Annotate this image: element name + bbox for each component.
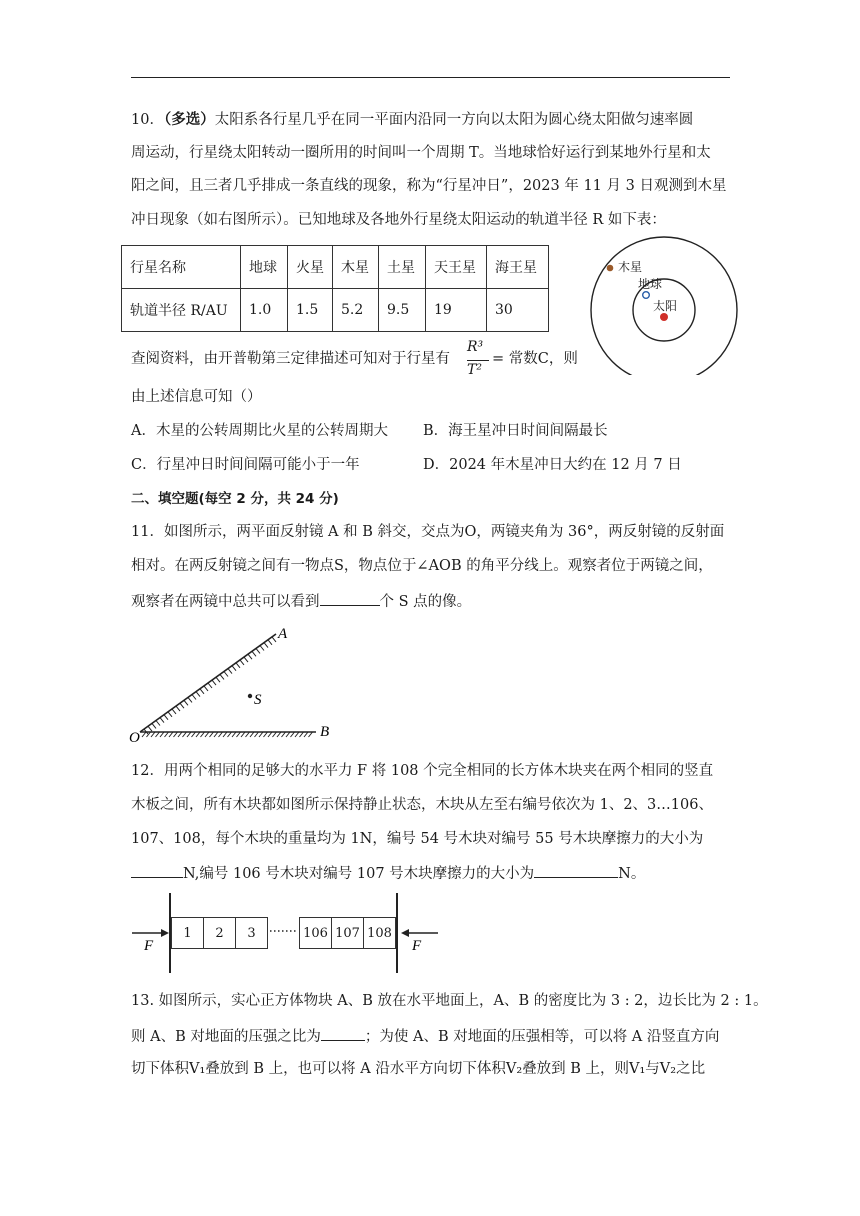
table-cell: 9.5 [379, 289, 426, 332]
q10-law-suffix: = 常数C，则 [492, 351, 578, 367]
fraction-denominator: T² [467, 362, 482, 378]
q12-line-4: N,编号 106 号木块对编号 107 号木块摩擦力的大小为 N。 [131, 862, 645, 884]
ellipsis-dots [268, 928, 300, 934]
table-cell: 19 [426, 289, 487, 332]
table-cell: 行星名称 [122, 246, 241, 289]
planet-orbit-diagram [586, 235, 742, 375]
earth-label: 地球 [638, 277, 663, 291]
table-cell: 1.5 [288, 289, 333, 332]
q10-line-6: 由上述信息可知（） [131, 389, 262, 405]
option-c: C．行星冲日时间间隔可能小于一年 [131, 457, 360, 473]
fraction-bar [467, 360, 489, 361]
fraction-numerator: R³ [467, 339, 484, 355]
label-b: B [320, 724, 330, 740]
option-a: A．木星的公转周期比火星的公转周期大 [131, 423, 388, 439]
wood-block: 2 [203, 917, 236, 949]
jupiter-label: 木星 [618, 260, 643, 274]
mirror-a-hatching [144, 637, 276, 734]
q11-line-1: 11．如图所示，两平面反射镜 A 和 B 斜交，交点为O，两镜夹角为 36°，两反射镜的反射面 [131, 524, 725, 540]
table-cell: 1.0 [241, 289, 288, 332]
answer-blank[interactable] [534, 862, 618, 878]
label-o: O [129, 730, 140, 746]
label-a: A [278, 626, 288, 642]
orbit-radius-table [121, 245, 549, 332]
option-d: D．2024 年木星冲日大约在 12 月 7 日 [423, 457, 682, 473]
left-force-arrow [130, 925, 172, 953]
table-cell: 天王星 [426, 246, 487, 289]
q13-line-3: 切下体积V₁叠放到 B 上，也可以将 A 沿水平方向切下体积V₂叠放到 B 上，则V₁与V₂之比 [131, 1061, 706, 1077]
answer-blank[interactable] [321, 1025, 365, 1041]
wood-block: 107 [331, 917, 364, 949]
mirror-diagram [126, 622, 346, 747]
table-cell: 5.2 [333, 289, 379, 332]
table-row [122, 246, 549, 289]
sun-label: 太阳 [653, 299, 678, 313]
q12-line-2: 木板之间，所有木块都如图所示保持静止状态，木块从左至右编号依次为 1、2、3…106、 [131, 797, 713, 813]
section-heading: 二、填空题(每空 2 分，共 24 分) [131, 491, 339, 507]
q12-line-3: 107、108，每个木块的重量均为 1N，编号 54 号木块对编号 55 号木块摩擦力的大小为 [131, 831, 704, 847]
table-cell: 30 [487, 289, 549, 332]
q12-line-1: 12．用两个相同的足够大的水平力 F 将 108 个完全相同的长方体木块夹在两个相同的竖直 [131, 763, 714, 779]
q11-line-3: 观察者在两镜中总共可以看到 个 S 点的像。 [131, 590, 471, 612]
sun-dot [660, 313, 668, 321]
wood-block: 1 [171, 917, 204, 949]
option-b: B．海王星冲日时间间隔最长 [423, 423, 608, 439]
jupiter-dot [607, 265, 614, 272]
wood-block: 106 [299, 917, 332, 949]
q10-line-3: 阳之间，且三者几乎排成一条直线的现象，称为“行星冲日”，2023 年 11 月 3 日观测到木星 [131, 178, 727, 194]
answer-blank[interactable] [320, 590, 380, 606]
table-cell: 海王星 [487, 246, 549, 289]
q10-law-prefix: 查阅资料，由开普勒第三定律描述可知对于行星有 [131, 351, 450, 367]
q13-line-2: 则 A、B 对地面的压强之比为 ；为使 A、B 对地面的压强相等，可以将 A 沿竖直方向 [131, 1025, 719, 1047]
right-force-arrow [398, 925, 442, 953]
label-s: S [254, 692, 262, 708]
q11-line-2: 相对。在两反射镜之间有一物点S，物点位于∠AOB 的角平分线上。观察者位于两镜之间， [131, 558, 713, 574]
answer-blank[interactable] [131, 862, 183, 878]
wood-block: 108 [363, 917, 396, 949]
q13-line-1: 13. 如图所示，实心正方体物块 A、B 放在水平地面上，A、B 的密度比为 3 : 2，边长比为 2 : 1。 [131, 993, 768, 1009]
table-cell: 土星 [379, 246, 426, 289]
q10-line-1: 10．（多选）太阳系各行星几乎在同一平面内沿同一方向以太阳为圆心绕太阳做匀速率圆 [131, 111, 694, 128]
force-label-left: F [144, 938, 154, 953]
earth-dot [643, 292, 650, 299]
table-row [122, 289, 549, 332]
table-cell: 地球 [241, 246, 288, 289]
table-cell: 木星 [333, 246, 379, 289]
table-cell: 火星 [288, 246, 333, 289]
force-label-right: F [412, 938, 422, 953]
wood-block: 3 [235, 917, 268, 949]
object-point-s [248, 694, 252, 698]
q10-line-4: 冲日现象（如右图所示）。已知地球及各地外行星绕太阳运动的轨道半径 R 如下表： [131, 212, 666, 228]
header-rule [131, 77, 730, 78]
q10-line-2: 周运动，行星绕太阳转动一圈所用的时间叫一个周期 T。当地球恰好运行到某地外行星和太 [131, 145, 711, 161]
table-cell: 轨道半径 R/AU [122, 289, 241, 332]
multi-select-tag: （多选） [163, 111, 215, 128]
